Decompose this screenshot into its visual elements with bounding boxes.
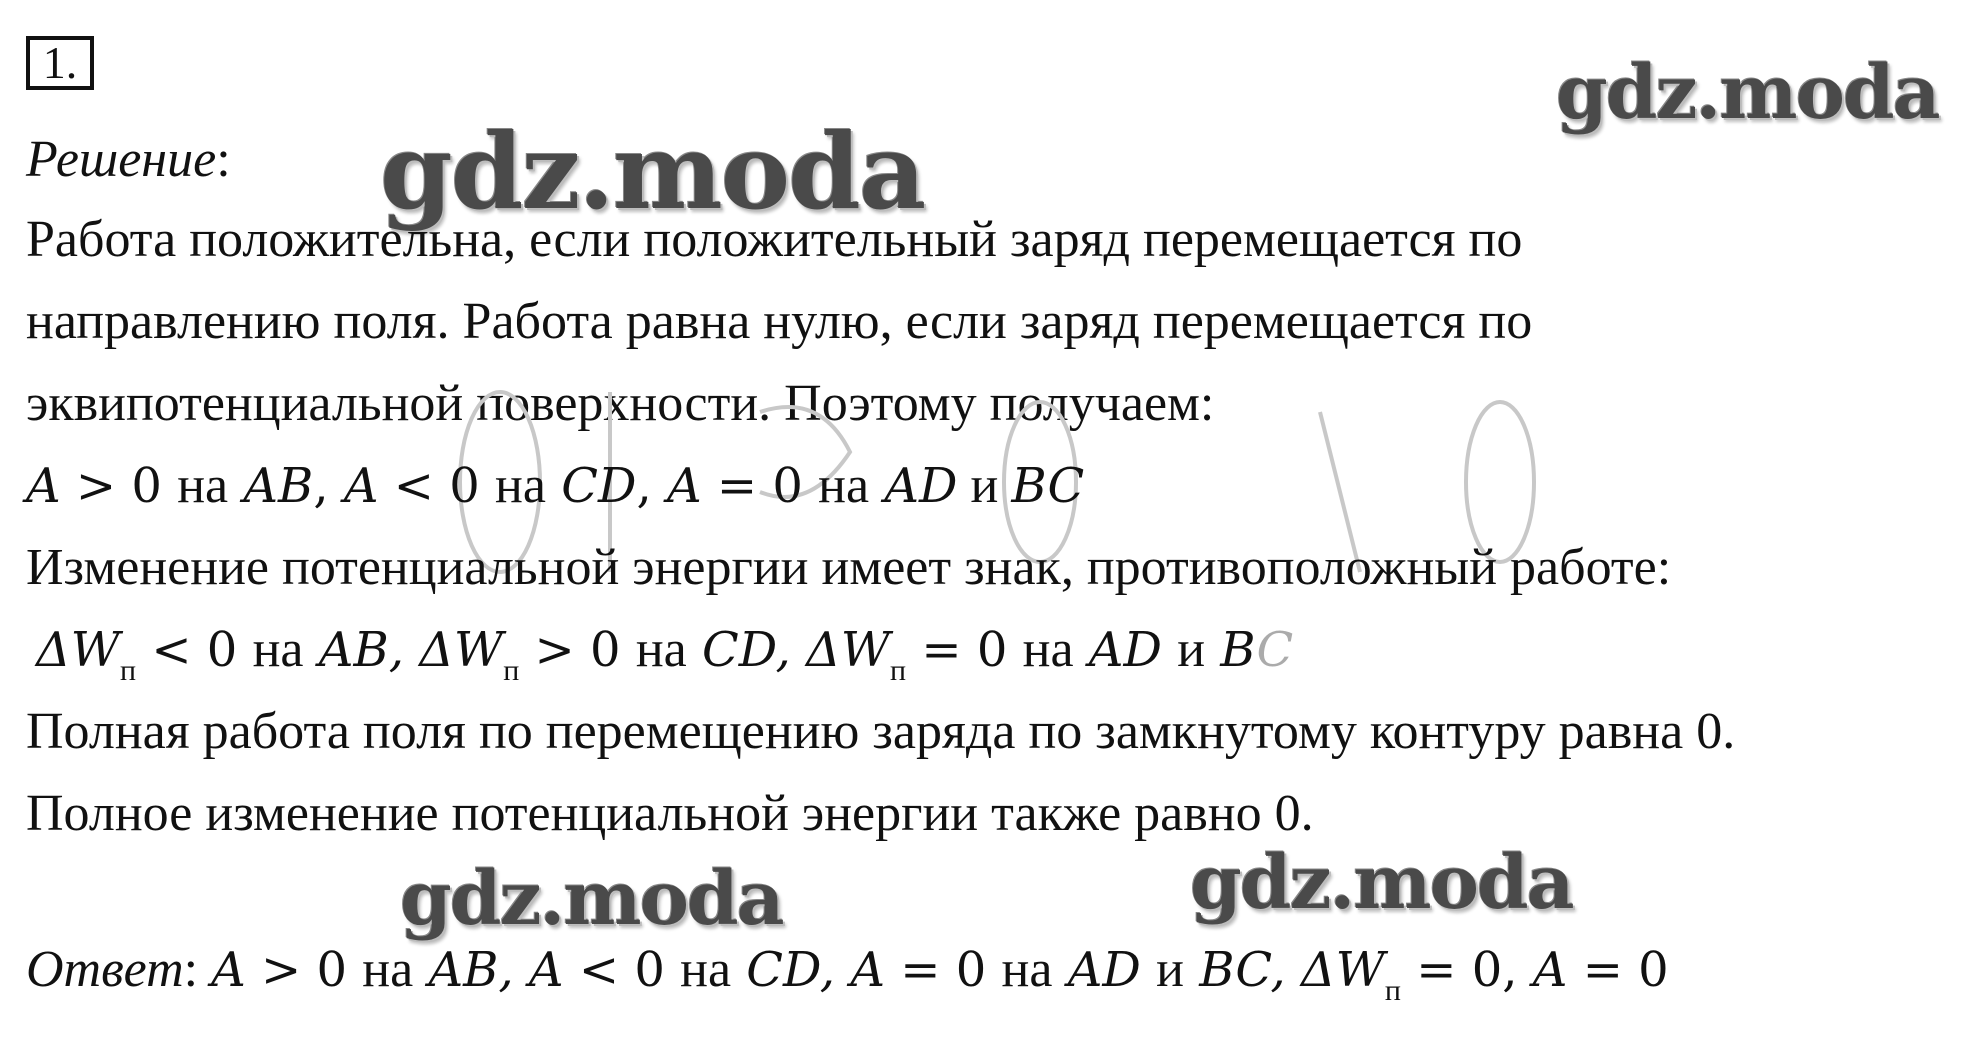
segment-BC: BC, [1183,942,1301,998]
paragraph-line-3: эквипотенциальной поверхности. Поэтому получаем: [26,375,1215,432]
symbol-A: A [1532,942,1568,998]
relation: = 0 [1567,942,1669,998]
segment-BC: BC [1011,458,1085,514]
relation: > 0 [519,622,636,678]
relation: < 0 [378,458,496,514]
potential-energy-line: Изменение потенциальной энергии имеет знак, противоположный работе: [26,539,1672,596]
word-na: на [495,457,546,514]
word-and: и [1177,621,1206,678]
relation: = 0 [701,458,819,514]
heading-colon: : [216,131,231,188]
relation: = 0 [906,622,1023,678]
subscript-p: п [890,654,907,687]
word-na: на [177,457,229,514]
segment-B: B [1205,622,1257,678]
paragraph-line-2: направлению поля. Работа равна нулю, если заряд перемещается по [26,293,1533,350]
segment-AD: AD [869,458,958,514]
answer-line [26,940,1669,1021]
segment-AB: AB, [413,942,529,998]
formula-energy-change [36,620,1293,701]
answer-colon: : [183,941,212,998]
subscript-p: п [120,654,137,687]
relation: > 0 [60,458,178,514]
closing-line-1: Полная работа поля по перемещению заряда по замкнутому контуру равна 0. [26,703,1736,760]
segment-AD: AD [1073,622,1178,678]
watermark-logo: gdz.moda [380,110,925,233]
formula-work-signs [26,456,1084,516]
segment-CD: CD, [686,622,807,678]
watermark-logo: gdz.moda [1556,50,1939,136]
separator: , [313,458,344,514]
word-and: и [957,457,1012,514]
closing-line-2: Полное изменение потенциальной энергии также равно 0. [26,785,1314,842]
symbol-A: A [26,458,61,514]
relation: > 0 [245,942,363,998]
subscript-p: п [503,654,520,687]
delta-W: ΔW [36,622,120,678]
segment-CD: CD [545,458,637,514]
word-na: на [362,941,414,998]
symbol-A: A [666,458,702,514]
separator: , [636,458,667,514]
relation: < 0 [563,942,681,998]
symbol-A: A [343,458,379,514]
word-na: на [680,941,732,998]
delta-W: ΔW [806,622,891,678]
relation: < 0 [136,622,253,678]
segment-AB: AB, [303,622,420,678]
delta-W: ΔW [1300,942,1385,998]
solution-heading [26,130,231,190]
answer-label: Ответ [26,941,184,998]
heading-text: Решение [26,131,217,188]
word-and: и [1156,941,1184,998]
word-na: на [1001,941,1053,998]
watermark-logo: gdz.moda [400,856,783,942]
word-na: на [818,457,870,514]
segment-CD: CD, [731,942,851,998]
problem-number: 1. [26,36,94,90]
word-na: на [635,621,687,678]
paragraph-line-1: Работа положительна, если положительный заряд перемещается по [26,211,1523,268]
relation: = 0 [885,942,1002,998]
symbol-A: A [850,942,885,998]
segment-AD: AD [1052,942,1157,998]
watermark-logo: gdz.moda [1190,840,1573,926]
segment-C-clipped: C [1256,622,1294,678]
word-na: на [1022,621,1074,678]
segment-AB: AB [228,458,314,514]
delta-W: ΔW [419,622,504,678]
subscript-p: п [1384,974,1401,1007]
word-na: на [252,621,304,678]
symbol-A: A [528,942,564,998]
symbol-A: A [211,942,246,998]
relation: = 0, [1400,942,1533,998]
